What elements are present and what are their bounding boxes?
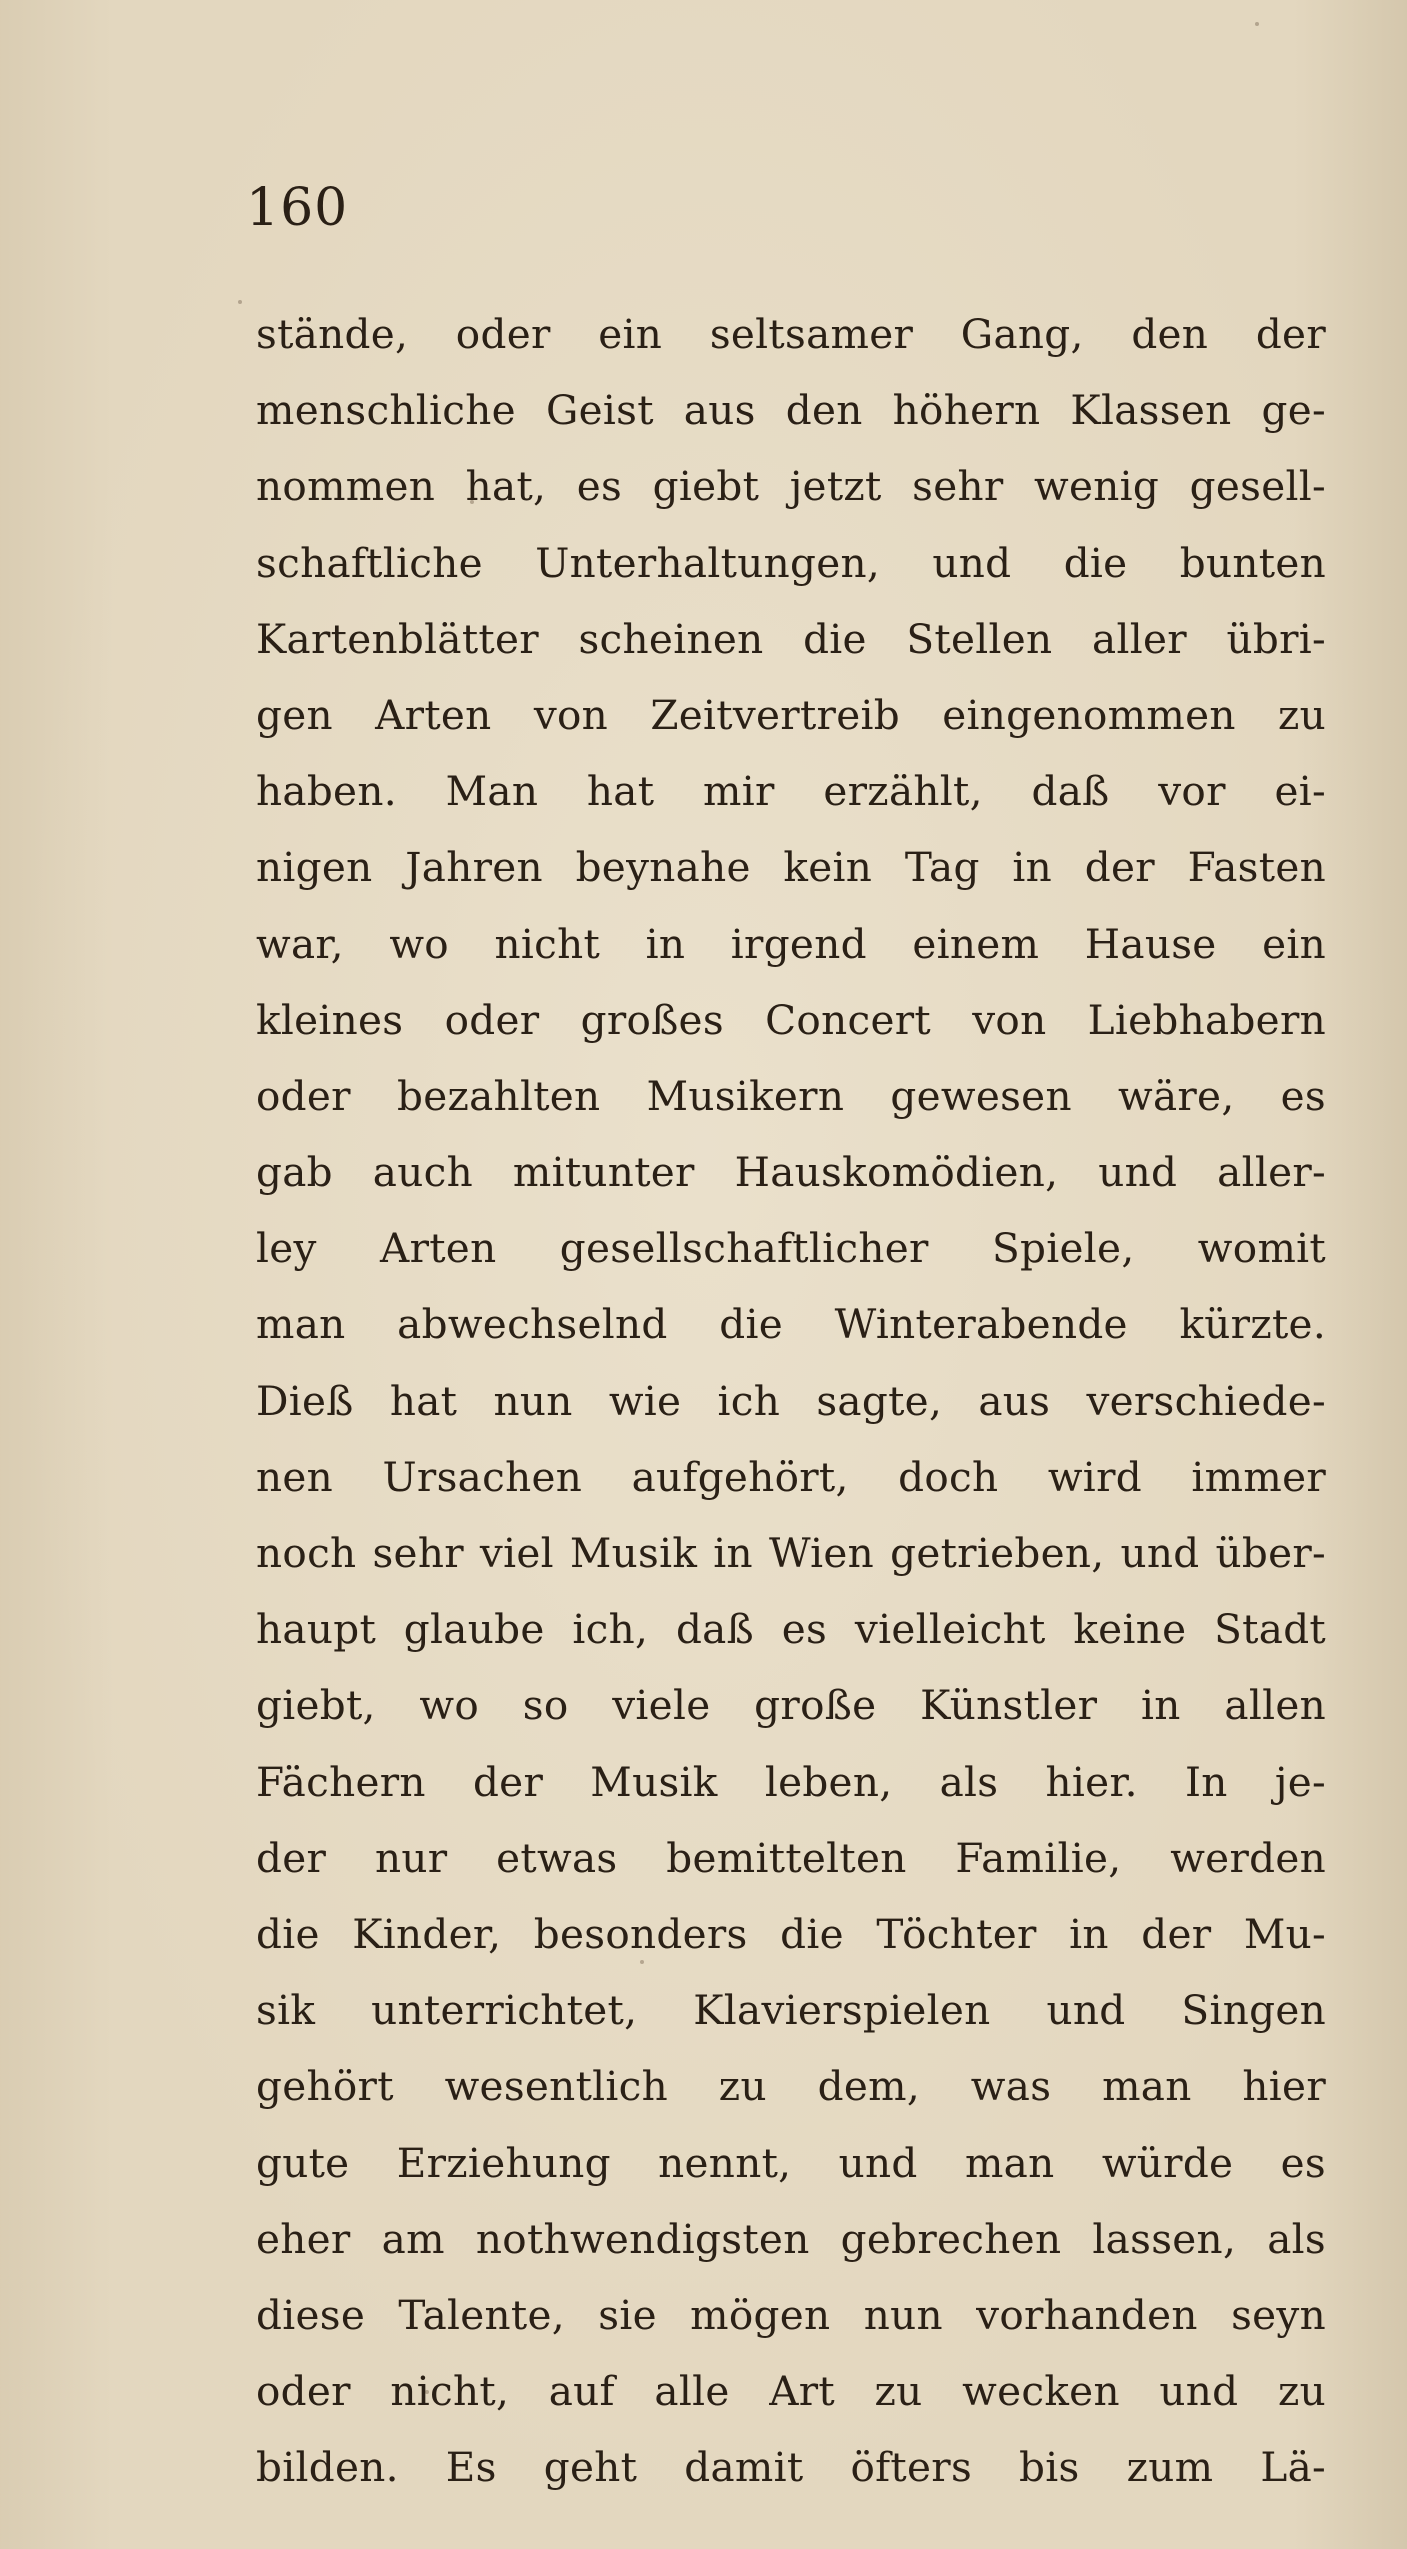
body-text [256, 296, 1326, 2505]
text-line: nigen Jahren beynahe kein Tag in der Fasten [256, 843, 1326, 892]
text-line: gen Arten von Zeitvertreib eingenommen zu [256, 690, 1326, 739]
text-line: noch sehr viel Musik in Wien getrieben, und über- [256, 1529, 1326, 1577]
text-line: schaftliche Unterhaltungen, und die bunten [256, 538, 1326, 587]
text-line: giebt, wo so viele große Künstler in allen [256, 1681, 1326, 1730]
text-line: menschliche Geist aus den höhern Klassen ge- [256, 386, 1326, 435]
text-line: war, wo nicht in irgend einem Hause ein [256, 919, 1326, 968]
text-line: man abwechselnd die Winterabende kürzte. [256, 1300, 1326, 1349]
text-line: ley Arten gesellschaftlicher Spiele, womit [256, 1224, 1326, 1273]
text-line: Fächern der Musik leben, als hier. In je- [256, 1757, 1326, 1806]
text-line: gehört wesentlich zu dem, was man hier [256, 2062, 1326, 2111]
text-line: bilden. Es geht damit öfters bis zum Lä- [256, 2443, 1326, 2492]
text-line: stände, oder ein seltsamer Gang, den der [256, 310, 1326, 358]
text-line: nommen hat, es giebt jetzt sehr wenig gesell- [256, 462, 1326, 511]
paper-speck [470, 500, 474, 504]
text-line: der nur etwas bemittelten Familie, werden [256, 1833, 1326, 1882]
text-line: Kartenblätter scheinen die Stellen aller übri- [256, 614, 1326, 663]
text-line: gab auch mitunter Hauskomödien, und aller- [256, 1148, 1326, 1197]
text-line: die Kinder, besonders die Töchter in der Mu- [256, 1909, 1326, 1958]
page-number: 160 [246, 178, 349, 238]
text-line: haupt glaube ich, daß es vielleicht keine Stadt [256, 1605, 1326, 1654]
text-line: gute Erziehung nennt, und man würde es [256, 2138, 1326, 2187]
text-line: sik unterrichtet, Klavierspielen und Singen [256, 1986, 1326, 2035]
paper-speck [425, 2390, 429, 2394]
paper-speck [238, 300, 242, 304]
text-line: Dieß hat nun wie ich sagte, aus verschiede- [256, 1376, 1326, 1425]
text-line: haben. Man hat mir erzählt, daß vor ei- [256, 767, 1326, 816]
paper-speck [1255, 22, 1259, 26]
text-line: eher am nothwendigsten gebrechen lassen, als [256, 2214, 1326, 2263]
paper-speck [640, 1960, 644, 1964]
text-line: diese Talente, sie mögen nun vorhanden seyn [256, 2290, 1326, 2339]
text-line: oder bezahlten Musikern gewesen wäre, es [256, 1071, 1326, 1120]
text-line: oder nicht, auf alle Art zu wecken und zu [256, 2367, 1326, 2416]
text-line: kleines oder großes Concert von Liebhabern [256, 995, 1326, 1044]
text-line: nen Ursachen aufgehört, doch wird immer [256, 1452, 1326, 1501]
